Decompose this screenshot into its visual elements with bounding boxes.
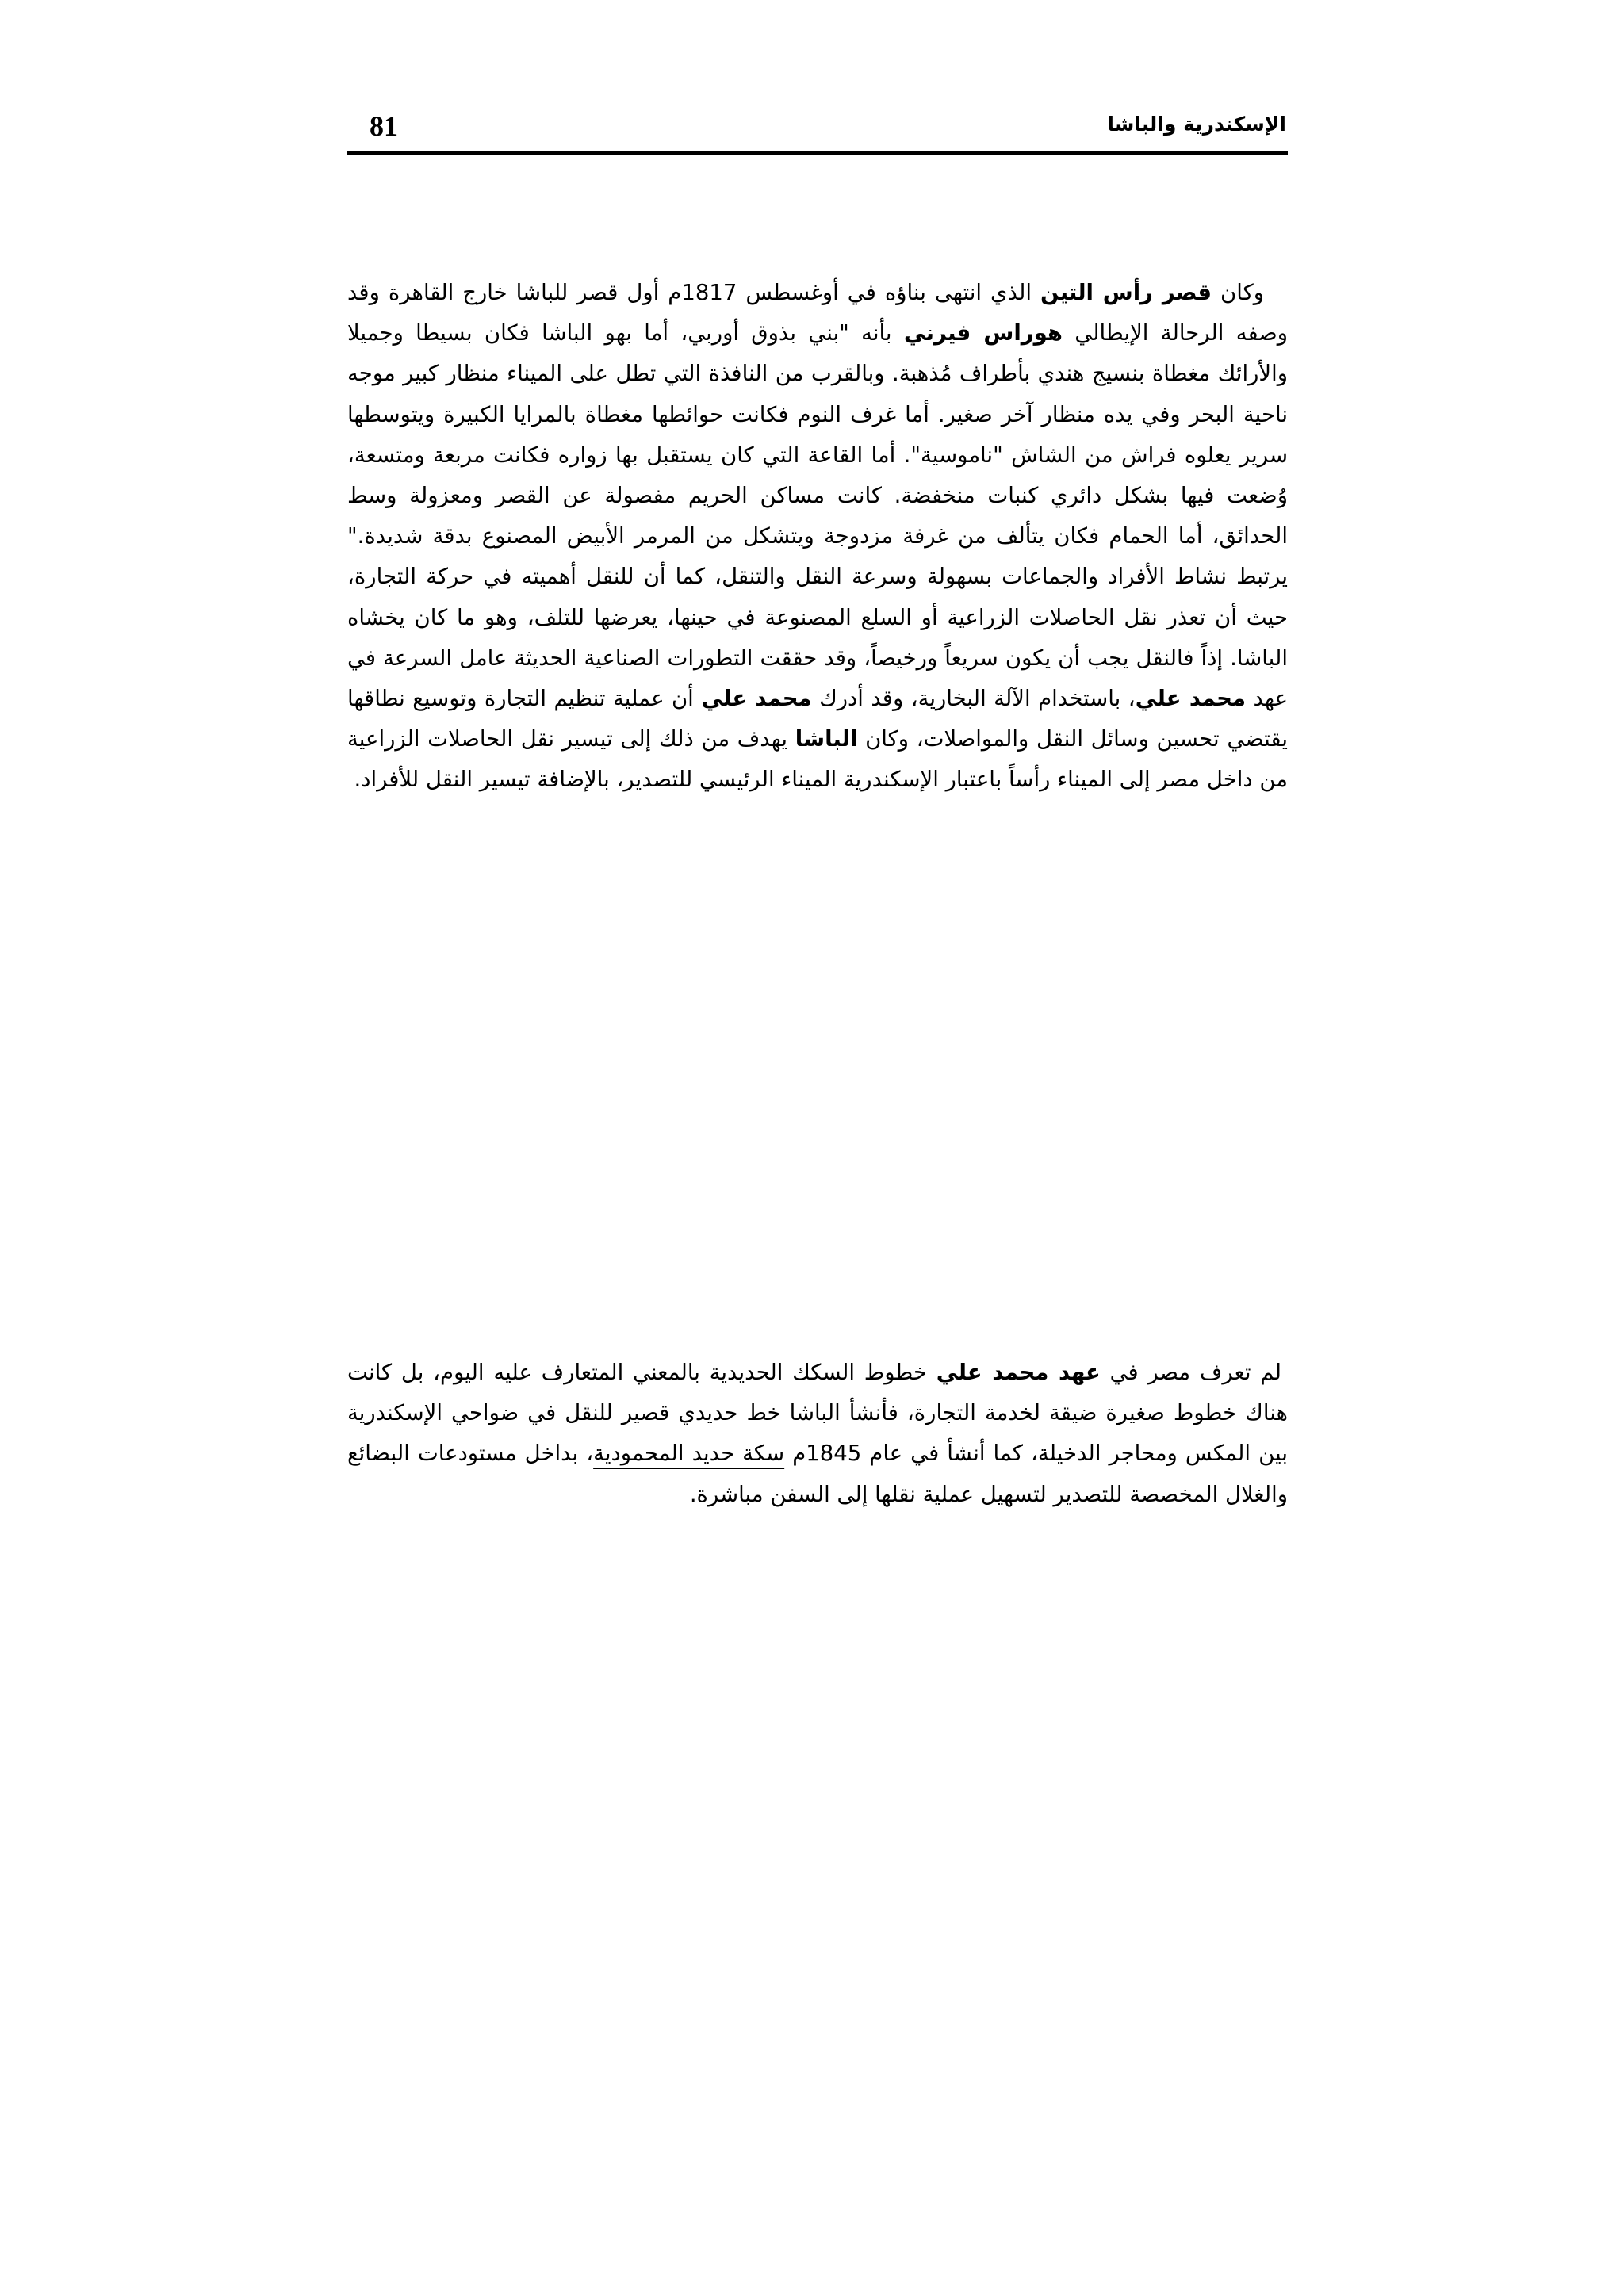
running-header-title: الإسكندرية والباشا (1107, 113, 1286, 136)
bold-term-palace: قصر رأس التين (1040, 280, 1212, 305)
text-run: وكان (1212, 280, 1264, 305)
page-number: 81 (370, 110, 398, 142)
text-run: خطوط السكك الحديدية بالمعني المتعارف عليه اليوم، بل كانت هناك خطوط صغيرة ضيقة لخدمة التجارة، فأنشأ الباشا خط حديدي قصير للنقل في ضواحي الإسكندرية بين المكس ومحاجر الدخيلة، كما أنشأ في عام 1845م (347, 1360, 1288, 1467)
body-paragraph-1 (347, 273, 1288, 801)
underlined-term-railway: سكة حديد المحمودية (593, 1441, 785, 1467)
text-run: يهدف من ذلك إلى تيسير نقل الحاصلات الزراعية من داخل مصر إلى الميناء رأساً باعتبار الإسكندرية الميناء الرئيسي للتصدير، بالإضافة تيسير النقل للأفراد. (347, 726, 1288, 793)
bold-term-ruler: محمد علي (701, 686, 812, 712)
text-run: ، باستخدام الآلة البخارية، وقد أدرك (811, 686, 1136, 712)
bold-term-ruler: محمد علي (1135, 686, 1246, 712)
text-run: الذي انتهى بناؤه في أوغسطس 1817م أول قصر للباشا خارج القاهرة وقد وصفه الرحالة الإيطالي (347, 280, 1288, 346)
text-run: بأنه "بني بذوق أوربي، أما بهو الباشا فكان بسيطا وجميلا والأرائك مغطاة بنسيج هندي بأطراف مُذهبة. وبالقرب من النافذة التي تطل على الميناء منظار كبير موجه ناحية البحر وفي يده منظار آخر صغير. أما غرف النوم فكانت حوائطها مغطاة بالمرايا الكبيرة ويتوسطها سرير يعلوه فراش من الشاش "ناموسية". أما القاعة التي كان يستقبل بها زواره فكانت مربعة ومتسعة، وُضعت فيها بشكل دائري كنبات منخفضة. كانت مساكن الحريم مفصولة عن القصر ومعزولة وسط الحدائق، أما الحمام فكان يتألف من غرفة مزدوجة ويتشكل من المرمر الأبيض المصنوع بدقة شديدة." يرتبط نشاط الأفراد والجماعات بسهولة وسرعة النقل والتنقل، كما أن للنقل أهميته في حركة التجارة، حيث أن تعذر نقل الحاصلات الزراعية أو السلع المصنوعة في حينها، يعرضها للتلف، وهو ما كان يخشاه الباشا. إذاً فالنقل يجب أن يكون سريعاً ورخيصاً، وقد حققت التطورات الصناعية الحديثة عامل السرعة في عهد (347, 320, 1288, 712)
bold-term-traveler: هوراس فيرني (903, 320, 1063, 346)
text-run: أن عملية تنظيم التجارة وتوسيع نطاقها يقتضي تحسين وسائل النقل والمواصلات، وكان (347, 686, 1288, 752)
bold-term-pasha: الباشا (795, 726, 858, 752)
bold-term-era: عهد محمد علي (936, 1360, 1101, 1385)
body-paragraph-2 (347, 1353, 1288, 1515)
running-header (347, 95, 1288, 155)
text-run: ، بداخل مستودعات البضائع والغلال المخصصة للتصدير لتسهيل عملية نقلها إلى السفن مباشرة. (347, 1441, 1288, 1507)
text-run: لم تعرف مصر في (1100, 1360, 1281, 1385)
